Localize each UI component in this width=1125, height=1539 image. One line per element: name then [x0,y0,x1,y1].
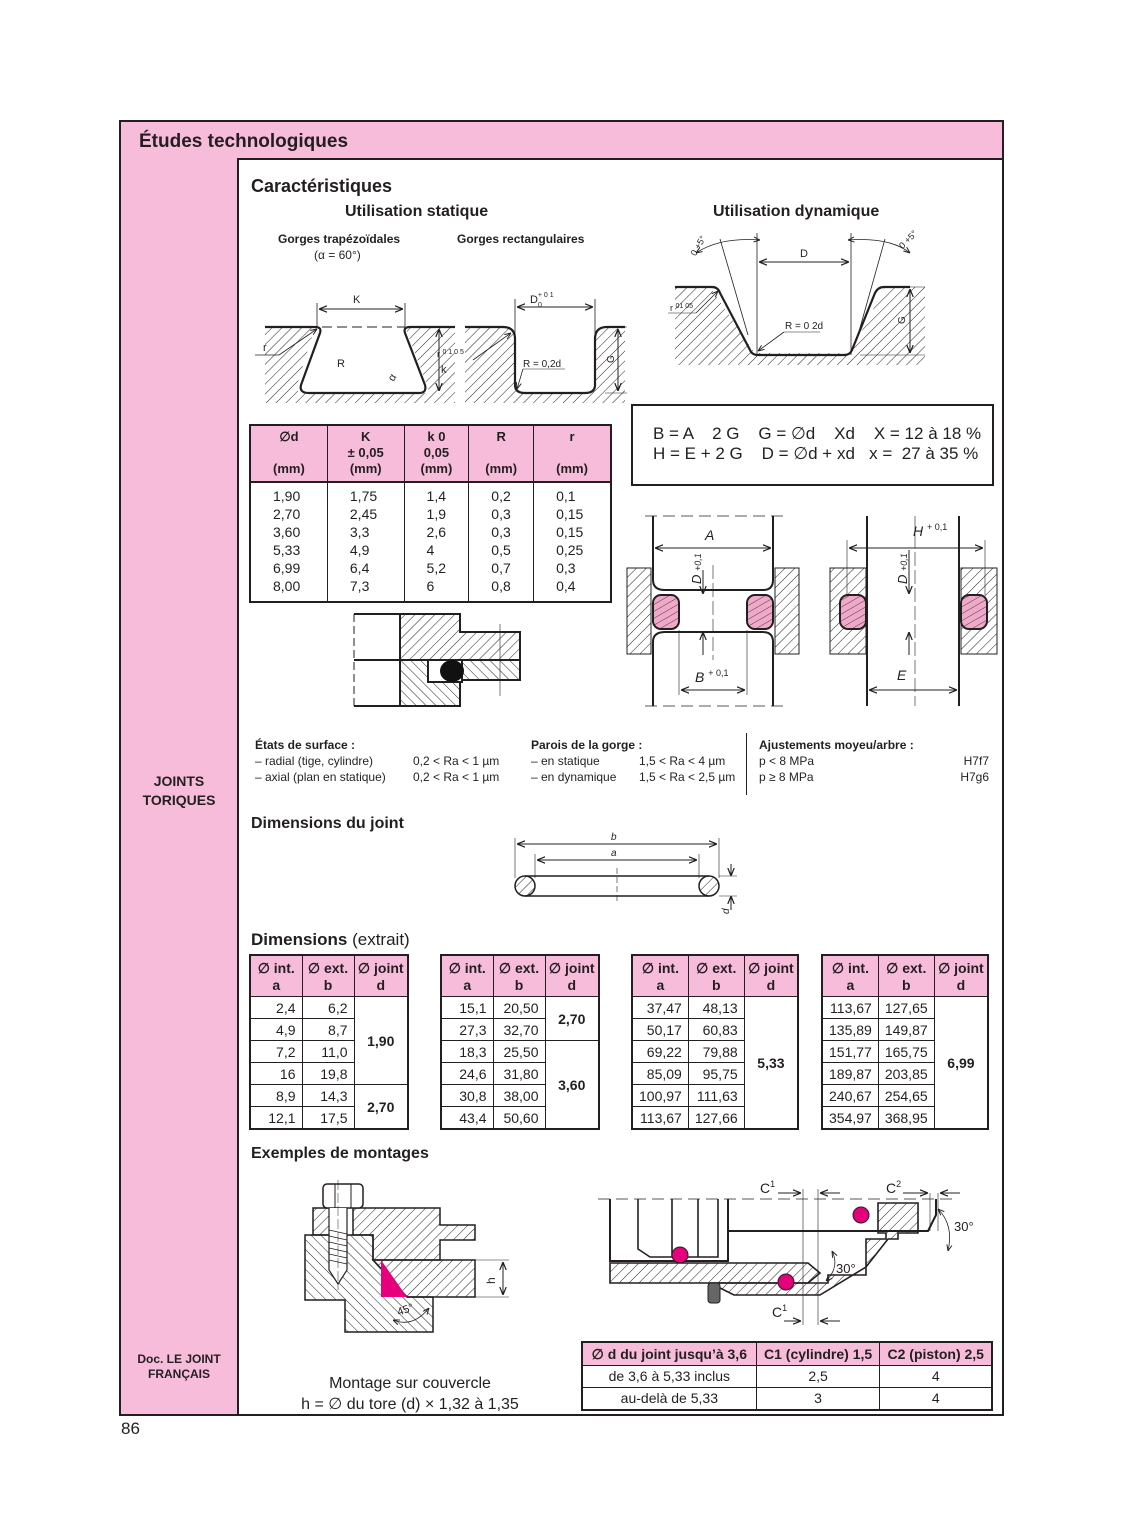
dyn-angle-left: 0 +5° [688,233,708,258]
trapezoid-hatch [265,327,455,403]
outer-diameter-cell: 25,50 [493,1041,545,1063]
section-title-characteristics: Caractéristiques [251,176,393,196]
o-ring-dimension-diagram [505,828,745,923]
table-cell: 1,4 [426,488,446,504]
label-C2: $C^2$ [886,1179,902,1196]
divider [746,733,747,795]
outer-diameter-cell: 32,70 [493,1019,545,1041]
inner-diameter-cell: 18,3 [441,1041,493,1063]
list-item: – en statique 1,5 < Ra < 4 µm [531,754,726,768]
inner-diameter-cell: 354,97 [822,1107,878,1130]
label-D-right: D +0,1 [895,553,910,584]
col-header: ∅ ext. b [878,955,934,997]
list-item: – en dynamique 1,5 < Ra < 2,5 µm [531,770,736,784]
table-cell: 0,1 [556,488,576,504]
joint-diameter-cell: 2,70 [354,1085,408,1130]
col-header: ∅ joint d [934,955,988,997]
table-cell: 6,99 [273,560,301,576]
table-cell: 0,3 [556,560,576,576]
table-cell: 4,9 [349,542,370,558]
table-cell: 0,3 [491,506,511,522]
label-A: A [705,527,715,543]
table-cell: 1,90 [273,488,301,504]
table-cell: 3,60 [273,524,301,540]
label-E: E [897,667,907,683]
col-header: ∅ int. a [822,955,878,997]
col-header-c2: C2 (piston) 2,5 [880,1342,992,1366]
static-title: Utilisation statique [345,203,489,220]
dynamic-title: Utilisation dynamique [713,203,880,220]
joint-diameter-cell: 3,60 [545,1041,599,1130]
dynamic-groove-diagram [660,225,940,365]
inner-diameter-cell: 12,1 [250,1107,302,1130]
outer-diameter-cell: 254,65 [878,1085,934,1107]
joint-diameter-cell: 2,70 [545,997,599,1041]
outer-diameter-cell: 149,87 [878,1019,934,1041]
dimensions-table [440,954,600,1130]
inner-diameter-cell: 15,1 [441,997,493,1019]
groove-walls: Parois de la gorge : – en statique 1,5 < Ra < 4 µm – en dynamique 1,5 < Ra < 2,5 µm [531,737,741,785]
label-k: k [441,364,447,376]
outer-diameter-cell: 111,63 [688,1085,744,1107]
label-d: d [721,908,732,914]
table-row [632,997,798,1019]
inner-diameter-cell: 24,6 [441,1063,493,1085]
inner-diameter-cell: 16 [250,1063,302,1085]
table-header-row [441,955,599,997]
table-row [250,1085,408,1107]
col-header-diameter: ∅ d du joint jusqu’à 3,6 [582,1342,756,1366]
table-cell: 0,7 [491,560,511,576]
outer-diameter-cell: 95,75 [688,1063,744,1085]
outer-diameter-cell: 79,88 [688,1041,744,1063]
inner-diameter-cell: 8,9 [250,1085,302,1107]
list-item: p ≥ 8 MPa H7g6 [759,770,989,784]
outer-diameter-cell: 368,95 [878,1107,934,1130]
label-R: R [337,358,345,370]
sidebar [121,158,239,1414]
inner-diameter-cell: 85,09 [632,1063,688,1085]
radial-mount-diagrams [625,510,1000,710]
o-ring-black [440,660,464,682]
table-header-row [250,425,611,482]
table-cell: 8,00 [273,578,301,594]
table-cell-col-1 [327,482,404,602]
formula-row-2: H = E + 2 G D = ∅d + xd x = 27 à 35 % [653,444,979,463]
list-item: – axial (plan en statique) 0,2 < Ra < 1 µm [255,770,500,784]
o-ring-magenta-2 [778,1274,794,1290]
inner-diameter-cell: 2,4 [250,997,302,1019]
table-cell: 3,3 [349,524,370,540]
label-b: b [611,832,617,843]
fits: Ajustements moyeu/arbre : p < 8 MPa H7f7 p ≥ 8 MPa H7g6 [759,738,989,784]
inner-diameter-cell: 113,67 [822,997,878,1019]
label-h: h [484,1277,498,1284]
inner-diameter-cell: 100,97 [632,1085,688,1107]
outer-diameter-cell: 14,3 [302,1085,354,1107]
inner-diameter-cell: 240,67 [822,1085,878,1107]
table-cell: 6,4 [349,560,370,576]
label-30deg-center: 30° [836,1261,856,1276]
dyn-angle-right: 0 +5° [896,228,920,251]
outer-diameter-cell: 60,83 [688,1019,744,1041]
label-C1-bottom: $C^1$ [772,1303,788,1320]
table-cell: 2,70 [273,506,301,522]
outer-diameter-cell: 17,5 [302,1107,354,1130]
o-ring-magenta-1 [672,1247,688,1263]
col-header-r: r (mm) [534,425,611,482]
source-label: Doc. LE JOINT FRANÇAIS [137,1352,221,1381]
cover-mount-caption: Montage sur couvercle h = ∅ du tore (d) × 1,32 à 1,35 [301,1375,519,1413]
label-r: r [263,342,267,354]
col-header-K: K ± 0,05 (mm) [327,425,404,482]
table-cell: 4 [426,542,435,558]
list-item: p < 8 MPa H7f7 [759,754,989,768]
col-header: ∅ joint d [744,955,798,997]
outer-diameter-cell: 165,75 [878,1041,934,1063]
label-C1-top: $C^1$ [760,1179,776,1196]
label-30deg-right: 30° [954,1219,974,1234]
table-header-row [250,955,408,997]
outer-diameter-cell: 20,50 [493,997,545,1019]
label-a: a [611,848,617,859]
joint-diameter-cell: 6,99 [934,997,988,1130]
table-row: de 3,6 à 5,33 inclus 2,5 4 [582,1366,992,1388]
inner-diameter-cell: 50,17 [632,1019,688,1041]
category-label: JOINTS TORIQUES [142,773,216,808]
outer-diameter-cell: 50,60 [493,1107,545,1130]
joint-dimensions-title: Dimensions du joint [251,815,404,832]
bolt-head [323,1184,363,1208]
trapezoidal-label: Gorges trapézoïdales [278,232,401,246]
o-ring-cross-section-right [699,876,719,896]
inner-diameter-cell: 4,9 [250,1019,302,1041]
col-header: ∅ int. a [250,955,302,997]
chamfer-table [581,1341,993,1411]
label-B: B $^{+ 0,1}$ [695,668,729,685]
inner-diameter-cell: 37,47 [632,997,688,1019]
dyn-label-r: r $^{01 05}$ [670,303,694,313]
rectangular-label: Gorges rectangulaires [457,232,585,246]
groove-dimensions-table [249,424,612,603]
examples-title: Exemples de montages [251,1145,429,1162]
o-ring-section-right [747,595,773,629]
outer-diameter-cell: 127,66 [688,1107,744,1130]
dyn-label-D: D [800,248,808,260]
dimensions-table [249,954,409,1130]
table-cell: 0,2 [491,488,511,504]
formula-row-1: B = A 2 G G = ∅d Xd X = 12 à 18 % [653,424,982,443]
table-header-row [632,955,798,997]
table-row [250,482,611,602]
col-header-k: k 0 0,05 (mm) [404,425,469,482]
page-number: 86 [121,1419,140,1438]
outer-diameter-cell: 6,2 [302,997,354,1019]
inner-diameter-cell: 135,89 [822,1019,878,1041]
list-item: – radial (tige, cylindre) 0,2 < Ra < 1 µm [255,754,500,768]
col-header-c1: C1 (cylindre) 1,5 [756,1342,880,1366]
inner-diameter-cell: 113,67 [632,1107,688,1130]
table-cell: 0,15 [556,506,584,522]
inner-diameter-cell: 30,8 [441,1085,493,1107]
label-r-tolerance: r $^{0 1 0 5}$ [437,349,464,359]
dyn-label-R: R = 0 2d [785,321,824,332]
table-header-row [582,1342,992,1366]
dimensions-table [821,954,989,1130]
table-cell: 5,2 [426,560,446,576]
table-row [250,997,408,1019]
col-header: ∅ ext. b [302,955,354,997]
inner-diameter-cell: 7,2 [250,1041,302,1063]
table-cell: 2,45 [349,506,378,522]
outer-diameter-cell: 19,8 [302,1063,354,1085]
table-row [822,997,988,1019]
col-header: ∅ joint d [545,955,599,997]
o-ring-cross-section-left [515,876,535,896]
table-cell-col-0 [250,482,327,602]
label-H: H $^{+ 0,1}$ [913,522,948,539]
inner-diameter-cell: 151,77 [822,1041,878,1063]
col-header: ∅ int. a [441,955,493,997]
table-row [441,1041,599,1063]
dimensions-title: Dimensions (extrait) [251,930,410,949]
surface-states: États de surface : – radial (tige, cylindre) 0,2 < Ra < 1 µm – axial (plan en statique) 0,2 < Ra < 1 µm [255,737,525,785]
label-D-tolerance: $D_0+ 0$ 1 [530,292,554,309]
outer-diameter-cell: 203,85 [878,1063,934,1085]
col-header-R: R (mm) [469,425,534,482]
col-header: ∅ ext. b [688,955,744,997]
table-cell: 1,9 [426,506,446,522]
label-R-eq: R = 0,2d [523,359,562,370]
table-cell: 2,6 [426,524,446,540]
table-row: au-delà de 5,33 3 4 [582,1388,992,1411]
col-header: ∅ joint d [354,955,408,997]
label-D-left: D +0,1 [689,553,704,584]
o-ring-section-left-2 [840,595,866,629]
label-K: K [353,294,361,306]
outer-diameter-cell: 31,80 [493,1063,545,1085]
outer-diameter-cell: 127,65 [878,997,934,1019]
table-row [441,997,599,1019]
inner-diameter-cell: 43,4 [441,1107,493,1130]
dimensions-table [631,954,799,1130]
table-cell-col-3 [469,482,534,602]
table-cell: 0,5 [491,542,511,558]
outer-diameter-cell: 11,0 [302,1041,354,1063]
table-header-row [822,955,988,997]
static-seal-section-diagram [350,610,530,710]
table-cell: 7,3 [349,578,370,594]
joint-diameter-cell: 1,90 [354,997,408,1085]
inner-diameter-cell: 69,22 [632,1041,688,1063]
col-header: ∅ ext. b [493,955,545,997]
static-grooves-diagram [255,285,635,405]
page-title: Études technologiques [139,131,349,152]
outer-diameter-cell: 8,7 [302,1019,354,1041]
o-ring-section-left [653,595,679,629]
inner-diameter-cell: 189,87 [822,1063,878,1085]
joint-diameter-cell: 5,33 [744,997,798,1130]
table-cell-col-4 [534,482,611,602]
table-cell: 0,3 [491,524,511,540]
label-G: G [606,355,617,363]
outer-diameter-cell: 38,00 [493,1085,545,1107]
table-cell: 6 [426,578,435,594]
o-ring-magenta-3 [853,1207,869,1223]
label-45deg: 45° [395,1301,416,1319]
inner-diameter-cell: 27,3 [441,1019,493,1041]
label-alpha: α [385,371,400,384]
dyn-label-G: G [897,316,908,324]
table-cell: 5,33 [273,542,301,558]
table-cell: 0,4 [556,578,576,594]
o-ring-section-right-2 [961,595,987,629]
col-header: ∅ int. a [632,955,688,997]
table-cell: 0,25 [556,542,584,558]
trapezoidal-angle: (α = 60°) [314,248,361,262]
cover-mount-diagram [295,1180,525,1335]
page-header [121,122,1002,160]
col-header-d: ∅d (mm) [250,425,327,482]
table-cell: 1,75 [349,488,378,504]
outer-diameter-cell: 48,13 [688,997,744,1019]
formula-box [631,404,994,486]
table-cell: 0,15 [556,524,584,540]
piston-mount-diagram [598,1175,998,1335]
table-cell-col-2 [404,482,469,602]
table-cell: 0,8 [491,578,511,594]
